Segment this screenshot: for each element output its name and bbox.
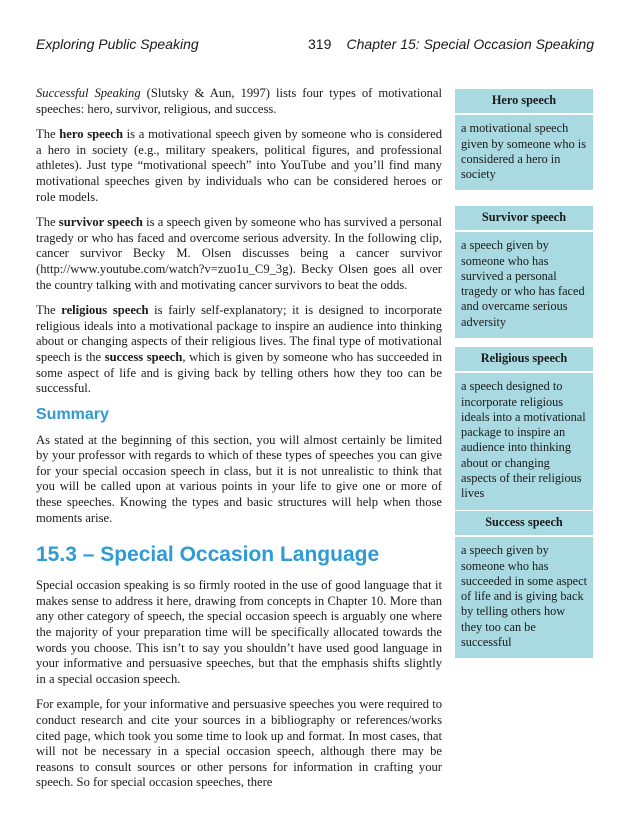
paragraph-text: The <box>36 303 62 318</box>
page-number: 319 <box>308 36 332 52</box>
paragraph-text: is fairly self-explanatory; it is designed to incorporate religious ideals into a motivational package to inspire an audience into thinking about or changing aspects of their religious lives. The final type of motivational speech is the <box>36 303 442 364</box>
main-text-column <box>36 86 442 801</box>
section-heading: 15.3 – Special Occasion Language <box>36 543 380 567</box>
term-success-speech: success speech <box>104 349 183 364</box>
summary-heading: Summary <box>36 405 109 423</box>
paragraph-text: The <box>36 215 59 230</box>
glossary-definition: a motivational speech given by someone who is considered a hero in society <box>461 121 587 182</box>
glossary-box-success <box>455 511 593 658</box>
glossary-definition: a speech given by someone who has succeeded in some aspect of life and is giving back by telling others how they too can be successful <box>461 543 587 650</box>
paragraph-text: (Slutsky & Aun, 1997) lists four types of motivational speeches: hero, survivor, religious, and success. <box>36 86 443 116</box>
chapter-title: Chapter 15: Special Occasion Speaking <box>346 36 594 52</box>
book-citation: Successful Speaking <box>36 86 141 100</box>
paragraph-example: For example, for your informative and persuasive speeches you were required to conduct research and cite your sources in a bibliography or references/works cited page, which took you some time to look up and format. In most cases, that will not be necessary in a special occasion speech, although there may be reasons to consult sources or other persons for information in crafting your speech. So for special occasion speeches, there <box>36 697 442 790</box>
book-title: Exploring Public Speaking <box>36 36 199 52</box>
glossary-box-survivor <box>455 206 593 338</box>
term-hero-speech: hero speech <box>59 127 123 142</box>
term-religious-speech: religious speech <box>61 303 149 318</box>
paragraph-language: Special occasion speaking is so firmly rooted in the use of good language that it makes sense to address it here, drawing from concepts in Chapter 10. More than any other category of speech, the special occasion speech is arguably one where the majority of your preparation time will be specifically allocated towards the words you choose. This isn’t to say you shouldn’t have used good language in your informative and persuasive speeches, but that the emphasis shifts slightly in a special occasion speech. <box>36 578 442 686</box>
glossary-definition: a speech designed to incorporate religious ideals into a motivational package to inspire an audience into thinking about or changing aspects of their religious lives <box>461 379 586 501</box>
paragraph-text: is a speech given by someone who has survived a personal tragedy or who has faced and overcome serious adversity. In the following clip, cancer survivor Becky M. Olsen discusses being a cancer survivor (http://www.youtube.com/watch?v=zuo1u_C9_3g). Becky Olsen goes all over the country talking with and motivating cancer survivors to beat the odds. <box>36 215 442 292</box>
paragraph-text: is a motivational speech given by someone who is considered a hero in society (e.g., military speakers, political figures, and professional athletes). Just type “motivational speech” into YouTube and you’ll find many motivational speeches given by individuals who can be considered heroes or role models. <box>36 127 442 204</box>
glossary-term: Religious speech <box>455 347 593 373</box>
paragraph-intro <box>36 86 442 117</box>
running-header <box>36 36 594 56</box>
glossary-term: Hero speech <box>455 89 593 115</box>
paragraph-hero <box>36 127 442 205</box>
paragraph-survivor <box>36 215 442 293</box>
glossary-term: Success speech <box>455 511 593 537</box>
glossary-term: Survivor speech <box>455 206 593 232</box>
paragraph-text: The <box>36 127 60 142</box>
term-survivor-speech: survivor speech <box>58 215 143 230</box>
paragraph-religious-success <box>36 303 442 397</box>
paragraph-summary: As stated at the beginning of this section, you will almost certainly be limited by your professor with regards to which of these types of speeches you can give for your special occasion speech in class, but it is not unrealistic to think that you will be called upon at various points in your life to give one or more of these speeches. Knowing the types and basic structures will help when those moments arise. <box>36 432 442 525</box>
glossary-box-religious <box>455 347 593 510</box>
paragraph-text: , which is given by someone who has succeeded in some aspect of life and is giving back by telling others how they too can be successful. <box>36 349 443 396</box>
glossary-definition: a speech given by someone who has survived a personal tragedy or who has faced and overcame serious adversity <box>461 238 585 329</box>
glossary-box-hero <box>455 89 593 190</box>
